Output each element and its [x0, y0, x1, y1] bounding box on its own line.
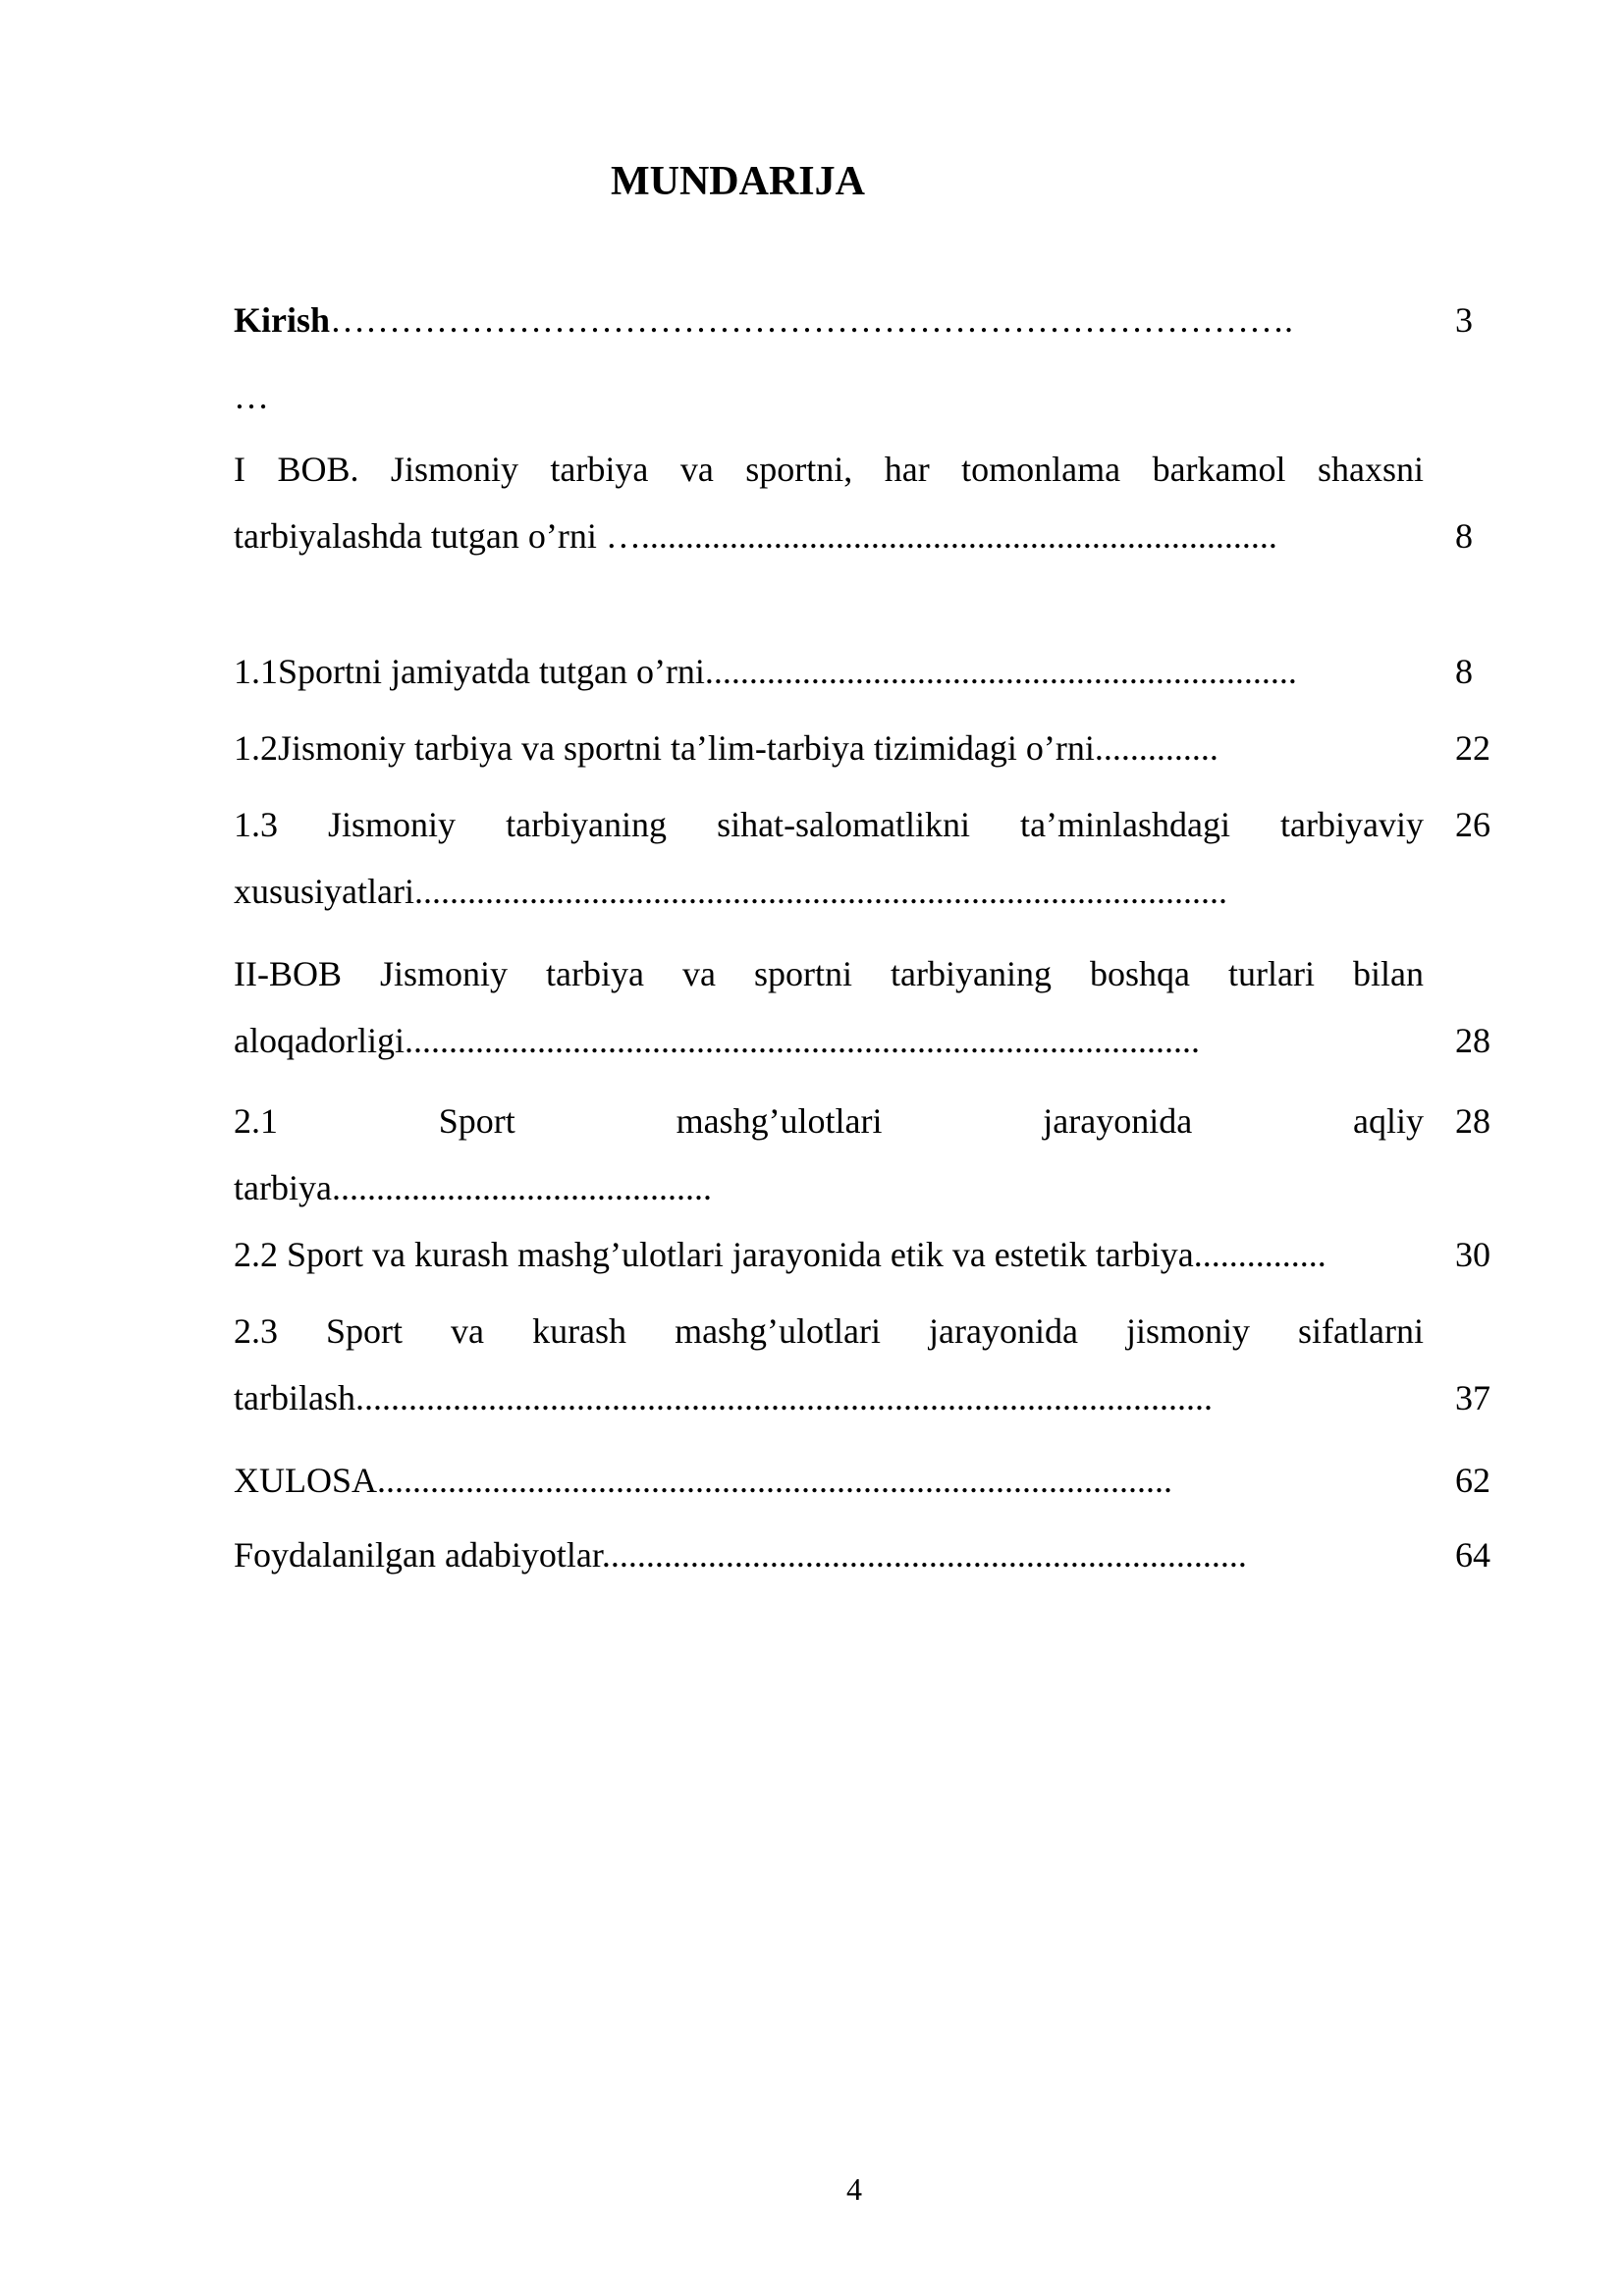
toc-entry-bob1-line2[interactable]: tarbiyalashda tutgan o’rni …........................................................................ [234, 516, 1277, 556]
toc-entry-2-3-line1[interactable]: 2.3 Sport va kurash mashg’ulotlari jarayonida jismoniy sifatlarni [234, 1311, 1424, 1351]
toc-entry-xulosa[interactable]: XULOSA.......................................................................................... [234, 1461, 1173, 1500]
toc-entry-kirish[interactable] [234, 296, 1424, 344]
toc-xulosa-page: 62 [1455, 1461, 1490, 1500]
toc-entry-bob1-line1[interactable]: I BOB. Jismoniy tarbiya va sportni, har tomonlama barkamol shaxsni [234, 450, 1424, 489]
toc-adabiyotlar-page: 64 [1455, 1535, 1490, 1575]
toc-entry-2-1-line2[interactable]: tarbiya........................................... [234, 1168, 712, 1207]
toc-entry-bob2-line2[interactable]: aloqadorligi.......................................................................................... [234, 1021, 1200, 1060]
toc-2-1-page: 28 [1455, 1101, 1490, 1141]
toc-entry-2-3-line2[interactable]: tarbilash................................................................................................. [234, 1378, 1213, 1417]
toc-2-2-page: 30 [1455, 1235, 1490, 1274]
toc-2-3-page: 37 [1455, 1378, 1490, 1417]
toc-entry-1-3-line1[interactable]: 1.3 Jismoniy tarbiyaning sihat-salomatlikni ta’minlashdagi tarbiyaviy [234, 805, 1424, 844]
toc-kirish-page: 3 [1455, 300, 1473, 340]
toc-1-3-page: 26 [1455, 805, 1490, 844]
toc-kirish-leader: ………………………………………………………………………. [330, 300, 1294, 340]
page-title: MUNDARIJA [611, 159, 865, 204]
table-of-contents [234, 0, 1500, 1963]
toc-entry-2-1-line1[interactable]: 2.1 Sport mashg’ulotlari jarayonida aqliy [234, 1101, 1424, 1141]
toc-bob2-page: 28 [1455, 1021, 1490, 1060]
toc-kirish-continuation: … [234, 377, 269, 416]
toc-1-2-page: 22 [1455, 728, 1490, 768]
toc-bob1-page: 8 [1455, 516, 1473, 556]
toc-entry-2-2[interactable]: 2.2 Sport va kurash mashg’ulotlari jarayonida etik va estetik tarbiya............... [234, 1235, 1326, 1274]
page-number: 4 [846, 2171, 862, 2207]
toc-entry-bob2-line1[interactable]: II-BOB Jismoniy tarbiya va sportni tarbiyaning boshqa turlari bilan [234, 954, 1424, 993]
toc-1-1-page: 8 [1455, 652, 1473, 691]
toc-kirish-label: Kirish [234, 300, 331, 340]
toc-entry-1-2[interactable]: 1.2Jismoniy tarbiya va sportni ta’lim-tarbiya tizimidagi o’rni.............. [234, 728, 1218, 768]
toc-entry-adabiyotlar[interactable]: Foydalanilgan adabiyotlar......................................................................... [234, 1535, 1247, 1575]
toc-entry-1-3-line2[interactable]: xususiyatlari............................................................................................ [234, 872, 1227, 911]
toc-entry-1-1[interactable]: 1.1Sportni jamiyatda tutgan o’rni................................................................... [234, 652, 1297, 691]
